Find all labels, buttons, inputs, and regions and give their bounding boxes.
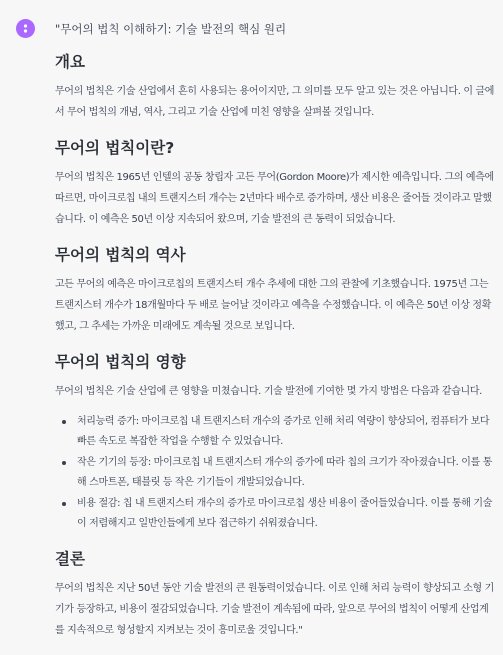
section-impact (55, 351, 495, 534)
message-title: "무어의 법칙 이해하기: 기술 발전의 핵심 원리 (55, 22, 287, 36)
section-overview (55, 51, 495, 123)
list-item: 처리능력 증가: 마이크로칩 내 트랜지스터 개수의 증가로 인해 처리 역량이 향상되어, 컴퓨터가 보다 빠른 속도로 복잡한 작업을 수행할 수 있었습니다. (71, 412, 495, 452)
section-paragraph: 무어의 법칙은 기술 산업에서 흔히 사용되는 용어이지만, 그 의미를 모두 알고 있는 것은 아닙니다. 이 글에서 무어 법칙의 개념, 역사, 그리고 기술 산업에 미친 영향을 살펴볼 것입니다. (55, 86, 495, 118)
section-heading: 무어의 법칙의 영향 (55, 353, 186, 371)
list-item: 작은 기기의 등장: 마이크로칩 내 트랜지스터 개수의 증가에 따라 칩의 크기가 작아졌습니다. 이를 통해 스마트폰, 태블릿 등 작은 기기들이 개발되었습니다. (71, 453, 495, 493)
section-heading: 무어의 법칙이란? (55, 139, 175, 157)
section-heading: 개요 (55, 53, 85, 71)
section-heading: 결론 (55, 550, 85, 568)
impact-list (55, 412, 495, 534)
section-heading: 무어의 법칙의 역사 (55, 246, 186, 264)
message-content (55, 17, 495, 655)
section-definition (55, 137, 495, 230)
list-item: 비용 절감: 칩 내 트랜지스터 개수의 증가로 마이크로칩 생산 비용이 줄어들었습니다. 이를 통해 기술이 저렴해지고 일반인들에게 보다 접근하기 쉬워졌습니다. (71, 494, 495, 534)
section-history (55, 244, 495, 337)
section-paragraph: 무어의 법칙은 기술 산업에 큰 영향을 미쳤습니다. 기술 발전에 기여한 몇 가지 방법은 다음과 같습니다. (55, 386, 482, 397)
section-paragraph: 무어의 법칙은 1965년 인텔의 공동 창립자 고든 무어(Gordon Moore)가 제시한 예측입니다. 그의 예측에 따르면, 마이크로칩 내의 트랜지스터 개수는 2년마다 배수로 증가하며, 생산 비용은 줄어들 것이라고 말했습니다. 이 예측은 50년 이상 지속되어 왔으며, 기술 발전의 큰 동력이 되었습니다. (55, 172, 494, 225)
section-conclusion (55, 548, 495, 641)
section-paragraph: 무어의 법칙은 지난 50년 동안 기술 발전의 큰 원동력이었습니다. 이로 인해 처리 능력이 향상되고 소형 기기가 등장하고, 비용이 절감되었습니다. 기술 발전이 계속됨에 따라, 앞으로 무어의 법칙이 어떻게 산업계를 지속적으로 형성할지 지켜보는 것이 흥미로울 것입니다." (55, 583, 494, 636)
assistant-avatar-icon (16, 19, 35, 38)
section-paragraph: 고든 무어의 예측은 마이크로칩의 트랜지스터 개수 추세에 대한 그의 관찰에 기초했습니다. 1975년 그는 트랜지스터 개수가 18개월마다 두 배로 늘어날 것이라고 예측을 수정했습니다. 이 예측은 50년 이상 정확했고, 그 추세는 가까운 미래에도 계속될 것으로 보입니다. (55, 279, 492, 332)
